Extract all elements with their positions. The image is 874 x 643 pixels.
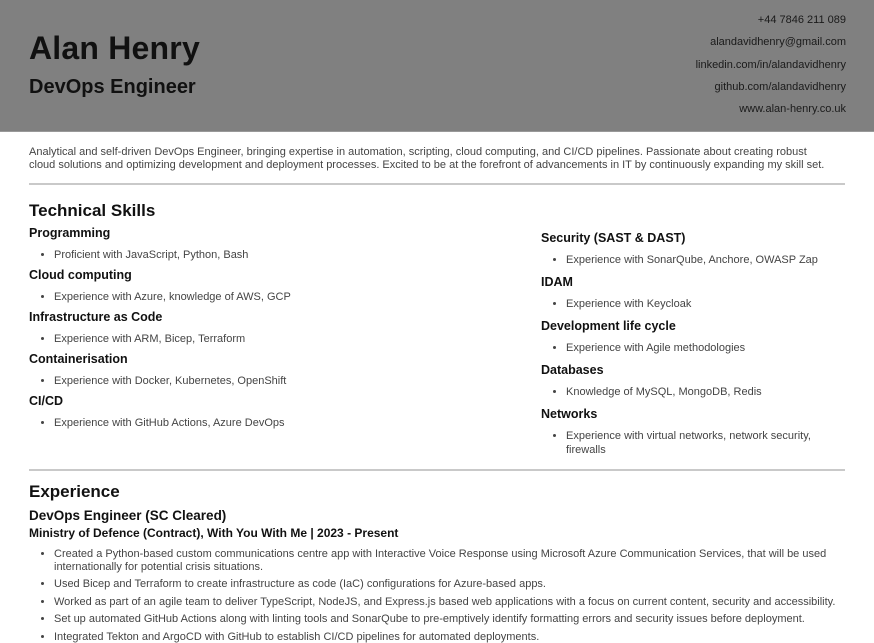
skill-group bbox=[29, 226, 509, 262]
skill-item: • Experience with SonarQube, Anchore, OWASP Zap bbox=[566, 253, 845, 267]
skill-item: • Experience with virtual networks, network security, firewalls bbox=[566, 429, 845, 457]
skill-group bbox=[541, 275, 845, 311]
skill-group bbox=[541, 407, 845, 457]
job-bullet: • Created a Python-based custom communications centre app with Interactive Voice Response using Microsoft Azure Communication Services, that will be used internationally for potential crisis situations. bbox=[54, 548, 845, 573]
skill-group bbox=[29, 352, 509, 388]
job-employer-dates: Ministry of Defence (Contract), With You With Me | 2023 - Present bbox=[29, 526, 845, 540]
summary-text: Analytical and self-driven DevOps Engineer, bringing expertise in automation, scripting, cloud computing, and CI/CD pipelines. Passionate about creating robust cloud solutions and optimizing development and deployment processes. Excited to be at the forefront of advancements in IT by continuously expanding my skill set. bbox=[29, 146, 845, 171]
skill-group-title: Containerisation bbox=[29, 352, 509, 366]
skill-item: • Experience with Azure, knowledge of AWS, GCP bbox=[54, 290, 509, 304]
skill-group bbox=[29, 394, 509, 430]
contact-list bbox=[696, 9, 846, 120]
skill-group bbox=[29, 310, 509, 346]
skill-group-title: Security (SAST & DAST) bbox=[541, 231, 845, 245]
job-bullet: • Integrated Tekton and ArgoCD with GitHub to establish CI/CD pipelines for automated deployments. bbox=[54, 631, 845, 643]
resume-header bbox=[0, 0, 874, 132]
contact-linkedin[interactable]: linkedin.com/in/alandavidhenry bbox=[696, 54, 846, 76]
skills-grid bbox=[29, 221, 845, 457]
skill-group-title: Networks bbox=[541, 407, 845, 421]
skill-group-title: Infrastructure as Code bbox=[29, 310, 509, 324]
experience-section bbox=[29, 482, 845, 643]
skills-column-left bbox=[29, 221, 509, 457]
skill-group bbox=[541, 363, 845, 399]
skill-item: • Experience with Agile methodologies bbox=[566, 341, 845, 355]
contact-email[interactable]: alandavidhenry@gmail.com bbox=[696, 31, 846, 53]
contact-github[interactable]: github.com/alandavidhenry bbox=[696, 76, 846, 98]
skill-group-title: Cloud computing bbox=[29, 268, 509, 282]
skill-item: • Proficient with JavaScript, Python, Bash bbox=[54, 248, 509, 262]
job-bullet: • Set up automated GitHub Actions along with linting tools and SonarQube to pre-emptively identify formatting errors and security issues before deployment. bbox=[54, 613, 845, 626]
skill-item: • Experience with Docker, Kubernetes, OpenShift bbox=[54, 374, 509, 388]
skill-group-title: IDAM bbox=[541, 275, 845, 289]
job-entry bbox=[29, 508, 845, 643]
section-heading-experience: Experience bbox=[29, 482, 845, 502]
candidate-name: Alan Henry bbox=[29, 30, 200, 67]
section-divider bbox=[29, 469, 845, 471]
technical-skills-section bbox=[29, 201, 845, 457]
skill-item: • Experience with ARM, Bicep, Terraform bbox=[54, 332, 509, 346]
skill-group bbox=[29, 268, 509, 304]
candidate-title: DevOps Engineer bbox=[29, 76, 196, 99]
skill-group bbox=[541, 231, 845, 267]
skill-group bbox=[541, 319, 845, 355]
job-title: DevOps Engineer (SC Cleared) bbox=[29, 508, 845, 523]
section-heading-skills: Technical Skills bbox=[29, 201, 845, 221]
skill-group-title: CI/CD bbox=[29, 394, 509, 408]
resume-body bbox=[0, 146, 874, 643]
job-bullet: • Worked as part of an agile team to deliver TypeScript, NodeJS, and Express.js based web applications with a focus on current content, security and accessibility. bbox=[54, 596, 845, 609]
skill-item: • Knowledge of MySQL, MongoDB, Redis bbox=[566, 385, 845, 399]
section-divider bbox=[29, 183, 845, 185]
skill-item: • Experience with GitHub Actions, Azure DevOps bbox=[54, 416, 509, 430]
skill-item: • Experience with Keycloak bbox=[566, 297, 845, 311]
job-bullet: • Used Bicep and Terraform to create infrastructure as code (IaC) configurations for Azure-based apps. bbox=[54, 578, 845, 591]
skill-group-title: Programming bbox=[29, 226, 509, 240]
contact-website[interactable]: www.alan-henry.co.uk bbox=[696, 98, 846, 120]
job-bullets bbox=[29, 548, 845, 643]
skill-group-title: Databases bbox=[541, 363, 845, 377]
skills-column-right bbox=[541, 231, 845, 457]
skill-group-title: Development life cycle bbox=[541, 319, 845, 333]
contact-phone: +44 7846 211 089 bbox=[696, 9, 846, 31]
